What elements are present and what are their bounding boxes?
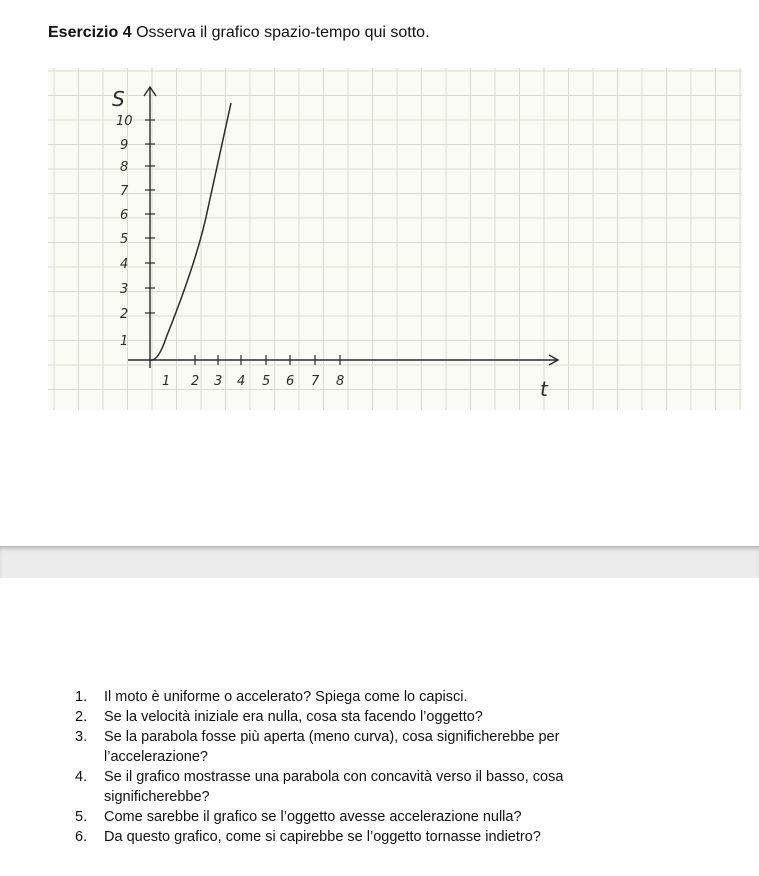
question-text: Come sarebbe il grafico se l’oggetto avesse accelerazione nulla?: [104, 809, 522, 825]
x-tick-label: 5: [262, 374, 271, 389]
page-separator: [0, 546, 759, 578]
y-tick-label: 5: [120, 232, 129, 247]
y-tick-label: 4: [120, 257, 129, 272]
y-tick-label: 6: [120, 208, 129, 223]
questions-list: [75, 687, 665, 847]
question-item: [75, 687, 665, 707]
question-item: [75, 767, 665, 807]
question-text: Il moto è uniforme o accelerato? Spiega come lo capisci.: [104, 689, 468, 705]
question-text: Da questo grafico, come si capirebbe se l’oggetto tornasse indietro?: [104, 829, 541, 845]
y-tick-label: 3: [120, 282, 129, 297]
y-tick-label: 8: [120, 160, 129, 175]
question-text: Se la velocità iniziale era nulla, cosa sta facendo l’oggetto?: [104, 709, 483, 725]
y-tick-label: 2: [120, 307, 129, 322]
question-number: 6.: [75, 829, 88, 845]
question-item: [75, 707, 665, 727]
space-time-graph: [48, 68, 742, 410]
question-number: 4.: [75, 769, 88, 785]
x-tick-label: 7: [311, 374, 320, 389]
question-item: [75, 827, 665, 847]
x-tick-label: 2: [191, 374, 200, 389]
y-tick-label: 10: [116, 114, 133, 129]
x-tick-label: 6: [286, 374, 295, 389]
y-tick-label: 7: [120, 184, 129, 199]
question-number: 1.: [75, 689, 88, 705]
question-number: 2.: [75, 709, 88, 725]
x-tick-label: 8: [336, 374, 345, 389]
exercise-title: [48, 22, 430, 44]
y-tick-label: 9: [120, 138, 129, 153]
exercise-instruction: Osserva il grafico spazio-tempo qui sotto.: [136, 24, 430, 41]
x-tick-label: 4: [237, 374, 246, 389]
x-tick-label: 3: [214, 374, 223, 389]
question-item: [75, 727, 665, 767]
question-text: Se la parabola fosse più aperta (meno curva), cosa significherebbe per l’accelerazione?: [104, 729, 560, 765]
x-axis-label: t: [540, 377, 548, 401]
question-number: 5.: [75, 809, 88, 825]
question-number: 3.: [75, 729, 88, 745]
question-item: [75, 807, 665, 827]
x-tick-label: 1: [162, 374, 171, 389]
question-text: Se il grafico mostrasse una parabola con concavità verso il basso, cosa significherebbe?: [104, 769, 564, 805]
y-axis-label: S: [112, 87, 125, 111]
y-tick-label: 1: [120, 334, 129, 349]
graph-canvas: [48, 68, 742, 410]
exercise-label: Esercizio 4: [48, 24, 132, 41]
